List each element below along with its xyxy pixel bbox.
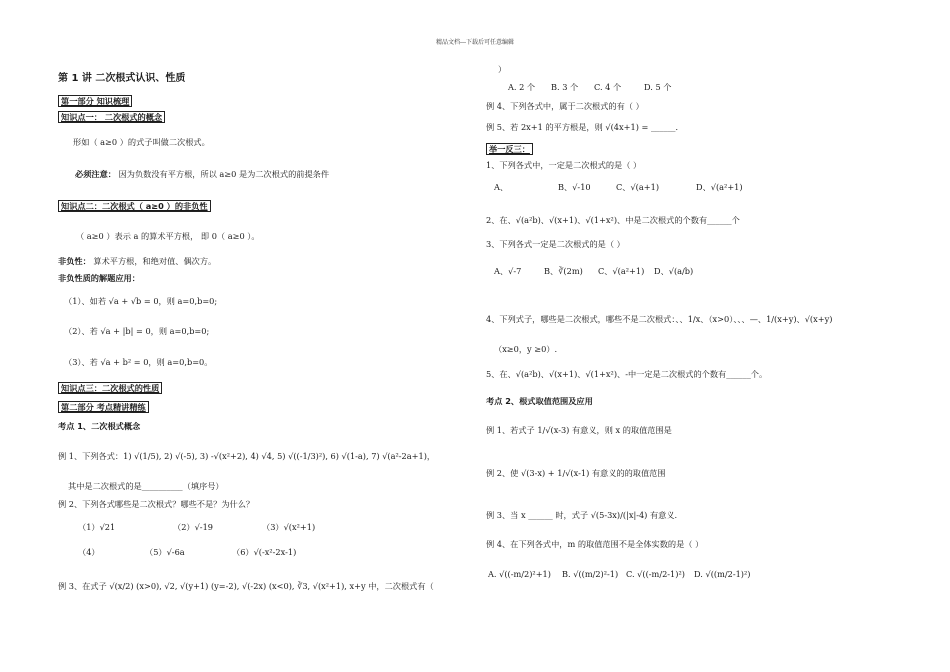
app-1: （1）、如若 √a + √b = 0，则 a=0,b=0; — [64, 296, 218, 306]
must-note-text: 因为负数没有平方根，所以 a≥0 是为二次根式的前提条件 — [118, 169, 330, 179]
ex2-item-1: （1）√21 — [78, 522, 116, 532]
app-3: （3）、若 √a + b² = 0，则 a=0,b=0。 — [64, 357, 213, 367]
kp1-text: 形如（ a≥0 ）的式子叫做二次根式。 — [73, 137, 210, 147]
practice-1: 1、下列各式中，一定是二次根式的是（ ） — [486, 160, 642, 170]
kp1-heading: 知识点一： 二次根式的概念 — [58, 112, 165, 123]
apply-label: 非负性质的解题应用： — [58, 273, 140, 283]
part1-heading: 第一部分 知识梳理 — [58, 96, 132, 107]
p1-option-b: B、√-10 — [558, 182, 591, 192]
ex3-option-d: D. 5 个 — [644, 82, 672, 92]
ex2-item-5: （5）√-6a — [145, 547, 185, 557]
p1-option-a: A、 — [494, 182, 509, 192]
example-3: 例 3、在式子 √(x/2) (x>0), √2, √(y+1) (y=-2), √(-2x) (x<0), ∛3, √(x²+1), x+y 中，二次根式有（ — [58, 581, 434, 591]
t2-ex4-option-a: A. √((-m/2)²+1) — [488, 569, 551, 579]
ex2-item-3: （3）√(x²+1) — [262, 522, 316, 532]
example-5: 例 5、若 2x+1 的平方根是，则 √(4x+1) = ______． — [486, 122, 684, 132]
t2-ex4-option-d: D. √((m/2-1)²) — [694, 569, 751, 579]
topic1-heading: 考点 1、二次根式概念 — [58, 421, 141, 431]
topic2-heading: 考点 2、根式取值范围及应用 — [486, 396, 593, 406]
ex2-item-2: （2）√-19 — [173, 522, 213, 532]
ex2-item-6: （6）√(-x²-2x-1) — [232, 547, 297, 557]
ex3-option-a: A. 2 个 — [508, 82, 536, 92]
nonneg-label: 非负性： — [58, 256, 91, 266]
nonneg-line — [58, 256, 216, 267]
ex3-option-c: C. 4 个 — [594, 82, 622, 92]
nonneg-text: 算术平方根，和绝对值、偶次方。 — [93, 256, 217, 266]
p3-option-c: C、√(a²+1) — [598, 266, 645, 276]
p1-option-c: C、√(a+1) — [616, 182, 660, 192]
practice-2: 2、在、√(a²b)、√(x+1)、√(1+x²)、中是二次根式的个数有______个 — [486, 215, 740, 225]
practice-4: 4、下列式子，哪些是二次根式，哪些不是二次根式：、、1/x、（x>0）、、、—、1/(x+y)、√(x+y) — [486, 314, 833, 324]
topic2-example-4: 例 4、在下列各式中，m 的取值范围不是全体实数的是（ ） — [486, 539, 704, 549]
app-2: （2）、若 √a + |b| = 0，则 a=0,b=0; — [64, 326, 210, 336]
p3-option-b: B、∛(2m) — [544, 266, 583, 276]
p3-option-a: A、√-7 — [494, 266, 522, 276]
part2-heading: 第二部分 考点精讲精练 — [58, 402, 149, 413]
kp3-heading: 知识点三：二次根式的性质 — [58, 383, 162, 394]
example-4: 例 4、下列各式中，属于二次根式的有（ ） — [486, 101, 644, 111]
example-1-answer: 其中是二次根式的是__________（填序号） — [68, 481, 224, 491]
must-note-label: 必须注意： — [75, 169, 116, 179]
practice-heading: 举一反三： — [486, 144, 533, 155]
t2-ex4-option-b: B. √((m/2)²-1) — [562, 569, 619, 579]
ex2-item-4: （4） — [78, 547, 100, 557]
example-2: 例 2、下列各式哪些是二次根式？哪些不是？为什么？ — [58, 499, 255, 509]
practice-5: 5、在、√(a²b)、√(x+1)、√(1+x²)、-中一定是二次根式的个数有______个。 — [486, 369, 768, 379]
lesson-title: 第 1 讲 二次根式认识、性质 — [58, 73, 186, 84]
t2-ex4-option-c: C. √((-m/2-1)²) — [626, 569, 685, 579]
ex3-option-b: B. 3 个 — [551, 82, 579, 92]
topic2-example-3: 例 3、当 x ______ 时，式子 √(5-3x)/(|x|-4) 有意义. — [486, 510, 678, 520]
must-note — [75, 169, 329, 180]
page-header: 精品文档---下载后可任意编辑 — [435, 39, 515, 46]
practice-3: 3、下列各式一定是二次根式的是（ ） — [486, 239, 625, 249]
practice-4-condition: （x≥0，y ≥0）. — [494, 344, 558, 354]
topic2-example-1: 例 1、若式子 1/√(x-3) 有意义，则 x 的取值范围是 — [486, 425, 672, 435]
example-1: 例 1、下列各式：1) √(1/5), 2) √(-5), 3) -√(x²+2), 4) √4, 5) √((-1/3)²), 6) √(1-a), 7) √(a²-2a+1)， — [58, 451, 436, 461]
topic2-example-2: 例 2、使 √(3-x) + 1/√(x-1) 有意义的的取值范围 — [486, 468, 666, 478]
p3-option-d: D、√(a/b) — [654, 266, 694, 276]
kp2-text: （ a≥0 ）表示 a 的算术平方根， 即 0（ a≥0 ）。 — [76, 231, 260, 241]
ex3-continued: ） — [498, 64, 507, 74]
kp2-heading: 知识点二：二次根式（ a≥0 ）的非负性 — [58, 201, 211, 212]
p1-option-d: D、√(a²+1) — [696, 182, 743, 192]
